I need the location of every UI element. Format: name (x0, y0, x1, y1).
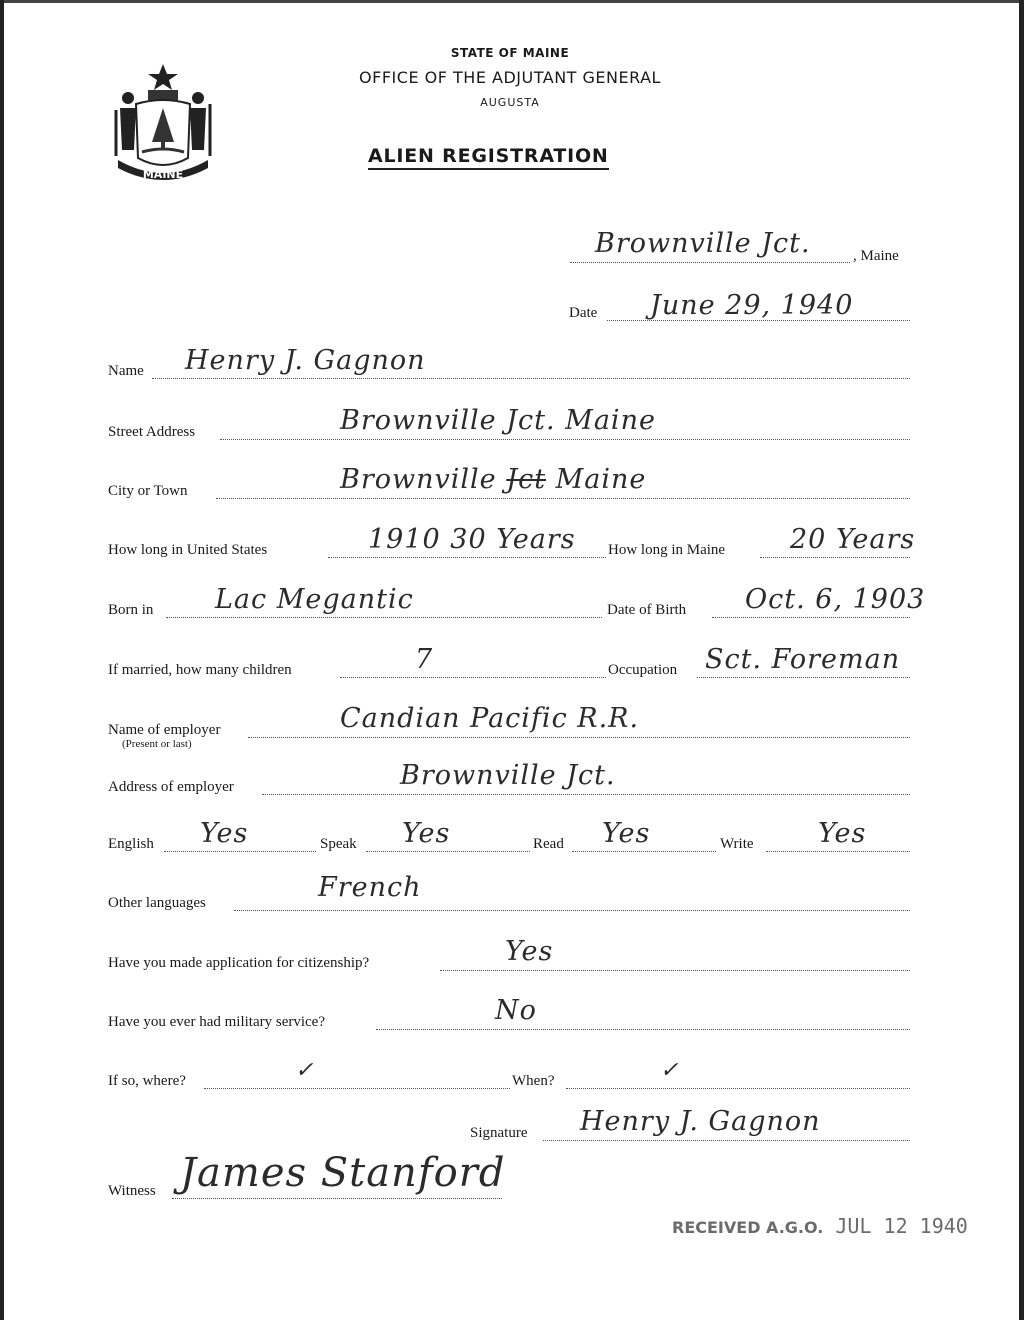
when-value: ✓ (660, 1058, 680, 1083)
street-label: Street Address (108, 424, 196, 440)
citizenship-label: Have you made application for citizenship? (108, 955, 370, 971)
street-value: Brownville Jct. Maine (340, 405, 656, 436)
citizenship-line (440, 970, 910, 971)
write-value: Yes (818, 818, 867, 849)
city-value-struck: Jct (506, 464, 547, 495)
read-line (572, 851, 716, 852)
occupation-label: Occupation (608, 662, 678, 678)
speak-label: Speak (320, 836, 357, 852)
scan-edge-left (0, 0, 4, 1320)
speak-line (366, 851, 530, 852)
english-label: English (108, 836, 154, 852)
other-languages-label: Other languages (108, 895, 206, 911)
when-line (566, 1088, 910, 1089)
maine-state-seal-icon (108, 60, 218, 190)
scan-edge-top (0, 0, 1024, 3)
occupation-value: Sct. Foreman (705, 644, 901, 675)
received-stamp (672, 1214, 968, 1238)
street-line (220, 439, 910, 440)
seal-text: MAINE (142, 168, 184, 181)
form-title: ALIEN REGISTRATION (368, 145, 609, 170)
scan-edge-right (1019, 0, 1024, 1320)
read-value: Yes (602, 818, 651, 849)
where-line (204, 1088, 510, 1089)
born-in-label: Born in (108, 602, 154, 618)
military-label: Have you ever had military service? (108, 1014, 325, 1030)
name-label: Name (108, 363, 144, 379)
born-in-line (166, 617, 602, 618)
signature-line (543, 1140, 910, 1141)
write-line (766, 851, 910, 852)
received-stamp-text: RECEIVED A.G.O. (672, 1218, 824, 1237)
header-office: OFFICE OF THE ADJUTANT GENERAL (359, 68, 661, 87)
date-label: Date (569, 305, 598, 321)
where-label: If so, where? (108, 1073, 186, 1089)
date-value: June 29, 1940 (650, 290, 854, 321)
city-value-state: Maine (555, 464, 647, 495)
how-long-maine-label: How long in Maine (608, 542, 726, 558)
maine-label: , Maine (853, 248, 899, 264)
employer-address-label: Address of employer (108, 779, 234, 795)
employer-address-value: Brownville Jct. (400, 760, 616, 791)
other-languages-value: French (318, 872, 422, 903)
witness-label: Witness (108, 1183, 156, 1199)
received-stamp-date: JUL 12 1940 (835, 1214, 968, 1238)
english-line (164, 851, 316, 852)
citizenship-value: Yes (505, 936, 554, 967)
military-line (376, 1029, 910, 1030)
employer-address-line (262, 794, 910, 795)
read-label: Read (533, 836, 564, 852)
write-label: Write (720, 836, 754, 852)
town-value: Brownville Jct. (595, 228, 811, 259)
witness-line (172, 1198, 502, 1199)
how-long-us-line (328, 557, 606, 558)
signature-label: Signature (470, 1125, 528, 1141)
children-label: If married, how many children (108, 662, 292, 678)
city-value (340, 464, 646, 495)
other-languages-line (234, 910, 910, 911)
children-value: 7 (415, 644, 434, 675)
employer-note: (Present or last) (122, 738, 192, 750)
speak-value: Yes (402, 818, 451, 849)
city-value-town: Brownville (340, 464, 497, 495)
town-line (570, 262, 850, 263)
military-value: No (495, 995, 537, 1026)
witness-value: James Stanford (180, 1150, 506, 1196)
name-line (152, 378, 910, 379)
when-label: When? (512, 1073, 555, 1089)
english-value: Yes (200, 818, 249, 849)
signature-value: Henry J. Gagnon (580, 1106, 821, 1137)
how-long-us-label: How long in United States (108, 542, 268, 558)
employer-line (248, 737, 910, 738)
name-value: Henry J. Gagnon (185, 345, 426, 376)
dob-label: Date of Birth (607, 602, 687, 618)
city-line (216, 498, 910, 499)
employer-value: Candian Pacific R.R. (340, 703, 640, 734)
children-line (340, 677, 606, 678)
how-long-maine-value: 20 Years (790, 524, 916, 555)
city-label: City or Town (108, 483, 188, 499)
how-long-us-value: 1910 30 Years (368, 524, 576, 555)
dob-line (712, 617, 910, 618)
header-state: STATE OF MAINE (450, 46, 570, 60)
header-city: AUGUSTA (480, 96, 540, 109)
occupation-line (697, 677, 910, 678)
how-long-maine-line (760, 557, 910, 558)
born-in-value: Lac Megantic (215, 584, 414, 615)
dob-value: Oct. 6, 1903 (745, 584, 926, 615)
where-value: ✓ (295, 1058, 315, 1083)
employer-label: Name of employer (108, 722, 221, 738)
